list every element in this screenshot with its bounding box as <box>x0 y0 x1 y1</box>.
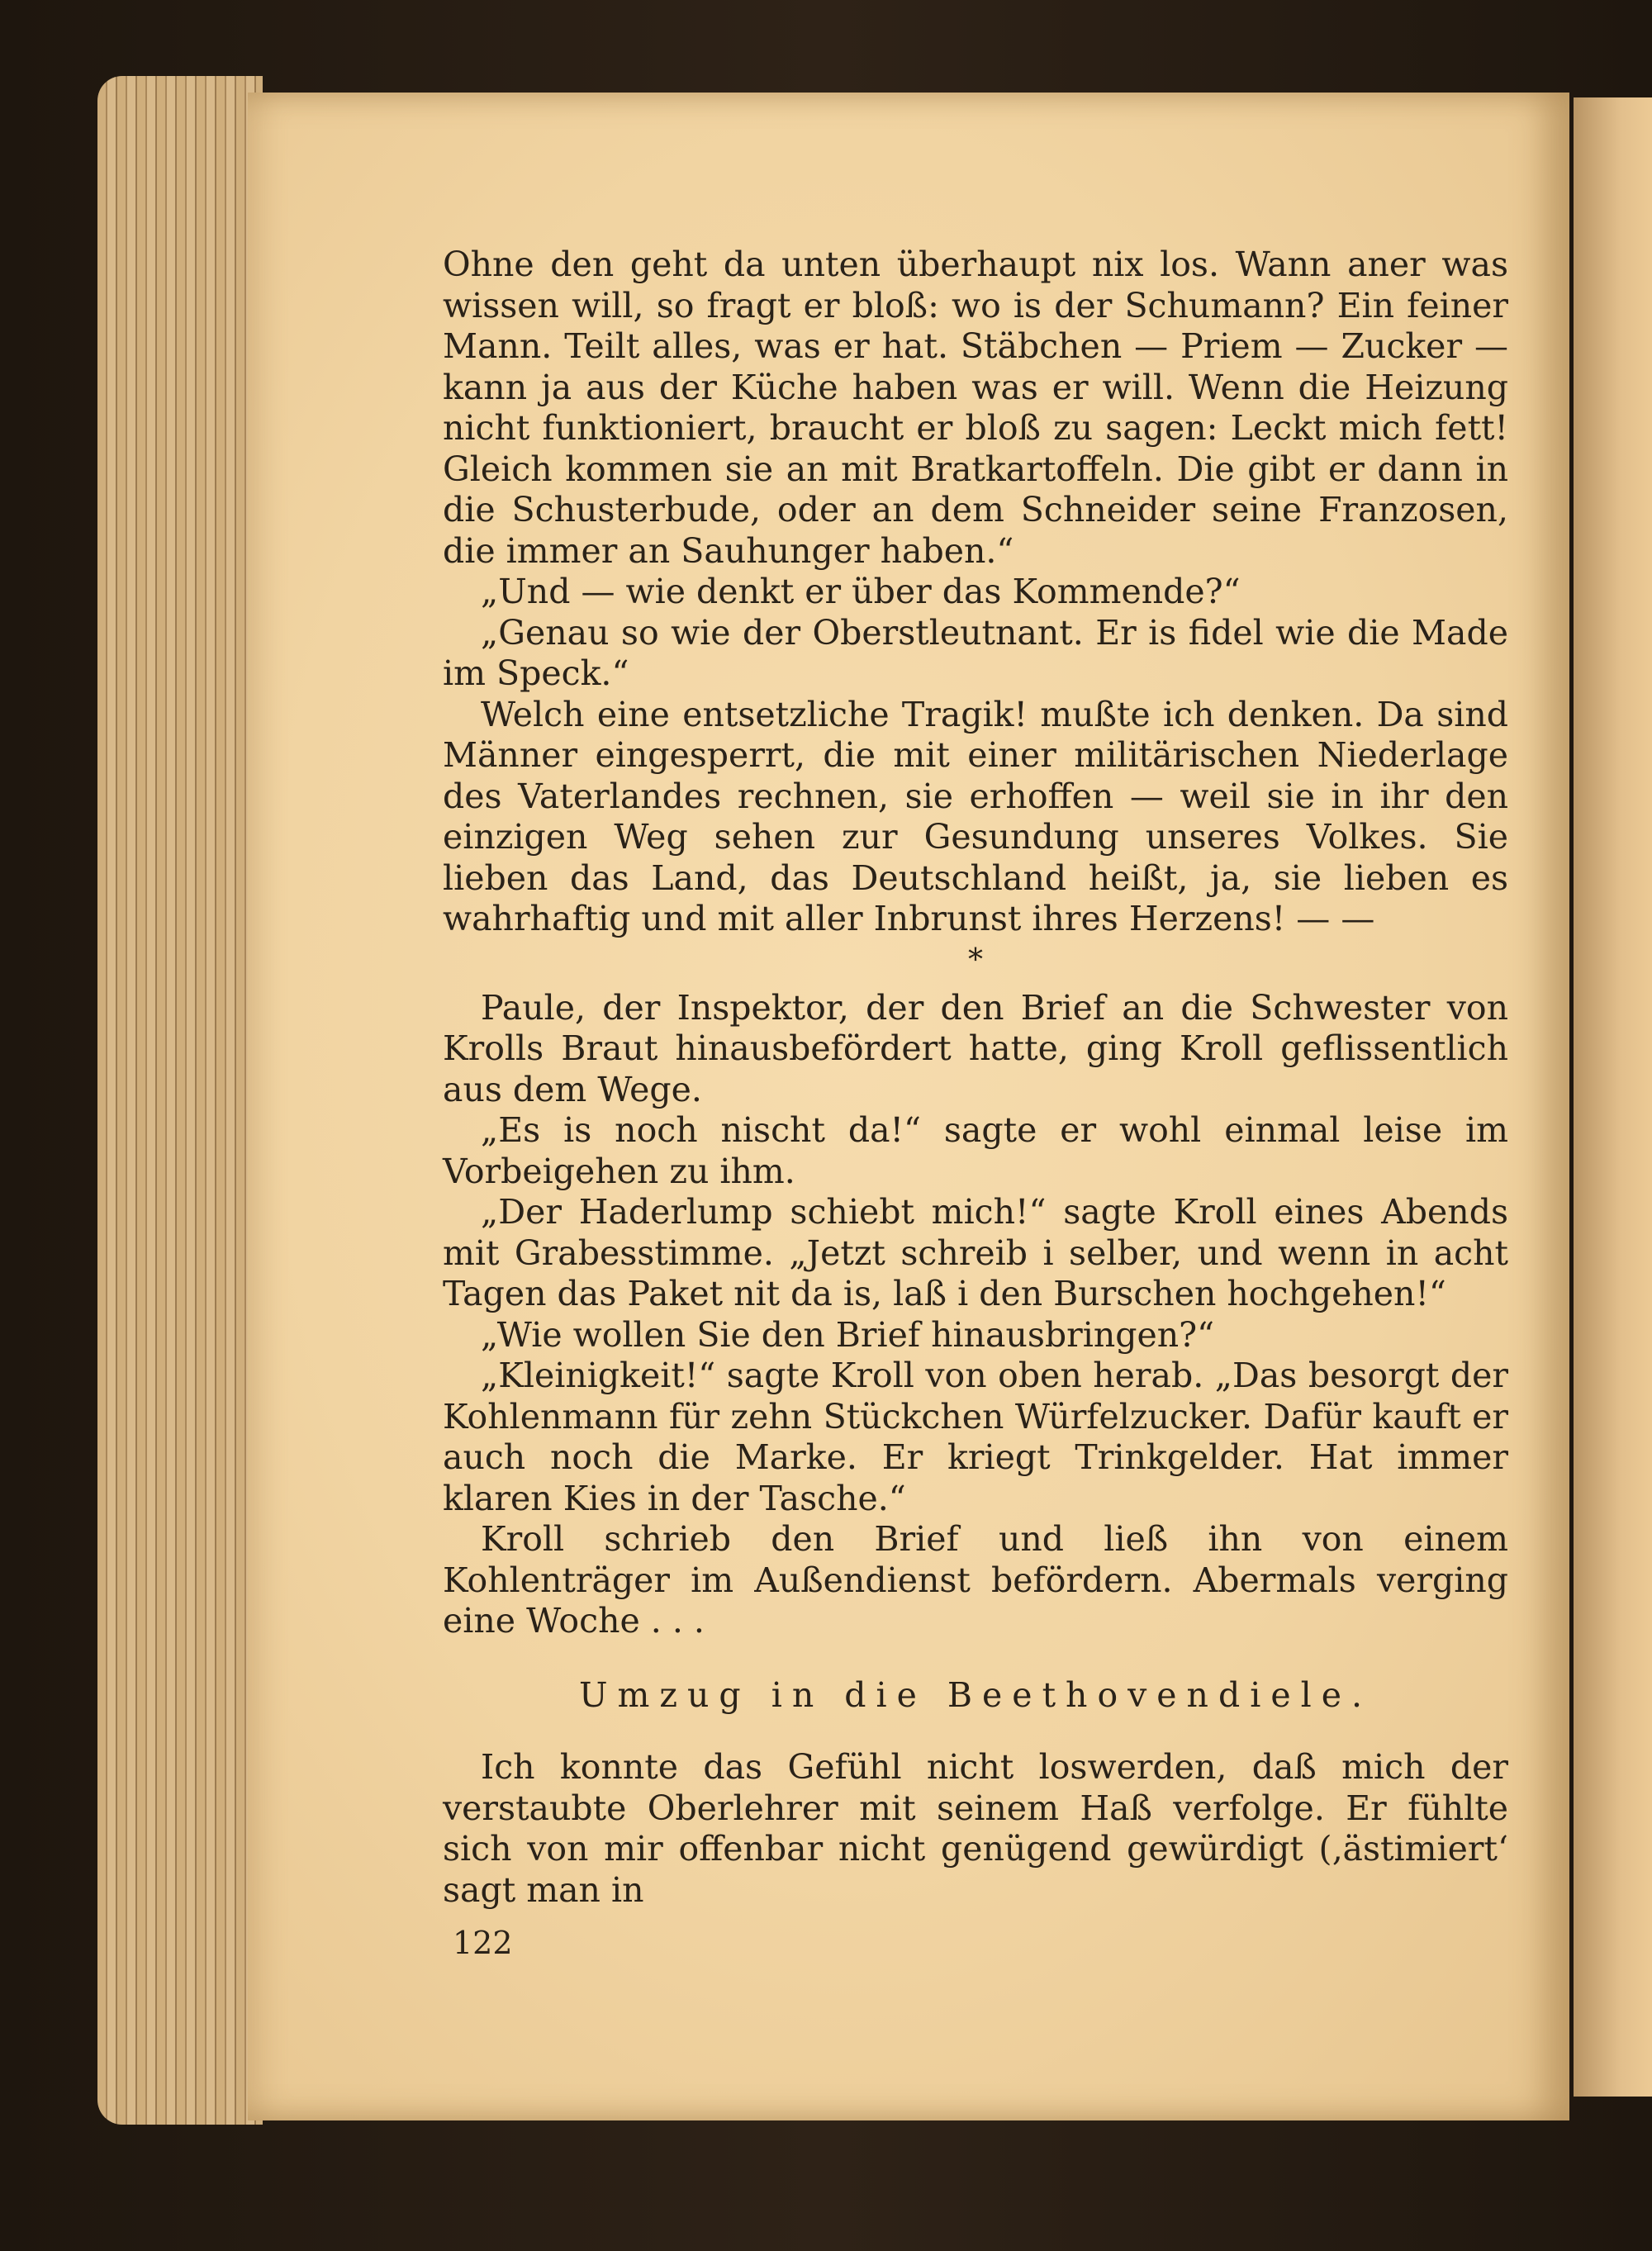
paragraph: Ohne den geht da unten überhaupt nix los. Wann aner was wissen will, so fragt er bloß: wo is der Schumann? Ein feiner Mann. Teilt alles, was er hat. Stäbchen — Priem — Zucker — kann ja aus der Küche haben was er will. Wenn die Heizung nicht funktioniert, braucht er bloß zu sagen: Leckt mich fett! Gleich kommen sie an mit Bratkartoffeln. Die gibt er dann in die Schusterbude, oder an dem Schneider seine Franzosen, die immer an Sauhunger haben.“ <box>443 245 1508 571</box>
paragraph: Ich konnte das Gefühl nicht loswerden, daß mich der verstaubte Oberlehrer mit seinem Haß verfolge. Er fühlte sich von mir offenbar nicht genügend gewürdigt (‚ästimiert‘ sagt man in <box>443 1747 1508 1910</box>
page-number: 122 <box>453 1925 513 1961</box>
page-edges <box>97 76 263 2125</box>
paragraph: Kroll schrieb den Brief und ließ ihn von einem Kohlenträger im Außendienst befördern. Abermals verging eine Woche . . . <box>443 1519 1508 1641</box>
paragraph: „Es is noch nischt da!“ sagte er wohl einmal leise im Vorbeigehen zu ihm. <box>443 1110 1508 1191</box>
chapter-heading: Umzug in die Beethovendiele. <box>578 1674 1372 1715</box>
paragraph: „Kleinigkeit!“ sagte Kroll von oben herab. „Das besorgt der Kohlenmann für zehn Stückchen Würfelzucker. Dafür kauft er auch noch die Marke. Er kriegt Trinkgelder. Hat immer klaren Kies in der Tasche.“ <box>443 1356 1508 1518</box>
paragraph: Welch eine entsetzliche Tragik! mußte ich denken. Da sind Männer eingesperrt, die mit einer militärischen Niederlage des Vaterlandes rechnen, sie erhoffen — weil sie in ihr den einzigen Weg sehen zur Gesundung unseres Volkes. Sie lieben das Land, das Deutschland heißt, ja, sie lieben es wahrhaftig und mit aller Inbrunst ihres Herzens! — — <box>443 694 1508 938</box>
paragraph: „Der Haderlump schiebt mich!“ sagte Kroll eines Abends mit Grabesstimme. „Jetzt schreib i selber, und wenn in acht Tagen das Paket nit da is, laß i den Burschen hochgehen!“ <box>443 1192 1508 1313</box>
paragraph: „Genau so wie der Oberstleutnant. Er is fidel wie die Made im Speck.“ <box>443 612 1508 693</box>
paragraph: „Und — wie denkt er über das Kommende?“ <box>481 572 1241 611</box>
facing-page-edge <box>1574 97 1652 2097</box>
page-body <box>443 245 1508 1911</box>
paragraph: „Wie wollen Sie den Brief hinausbringen?“ <box>481 1314 1215 1355</box>
paragraph: Paule, der Inspektor, der den Brief an die Schwester von Krolls Braut hinausbefördert hatte, ging Kroll geflissentlich aus dem Wege. <box>443 987 1508 1109</box>
section-separator: * <box>968 943 983 977</box>
